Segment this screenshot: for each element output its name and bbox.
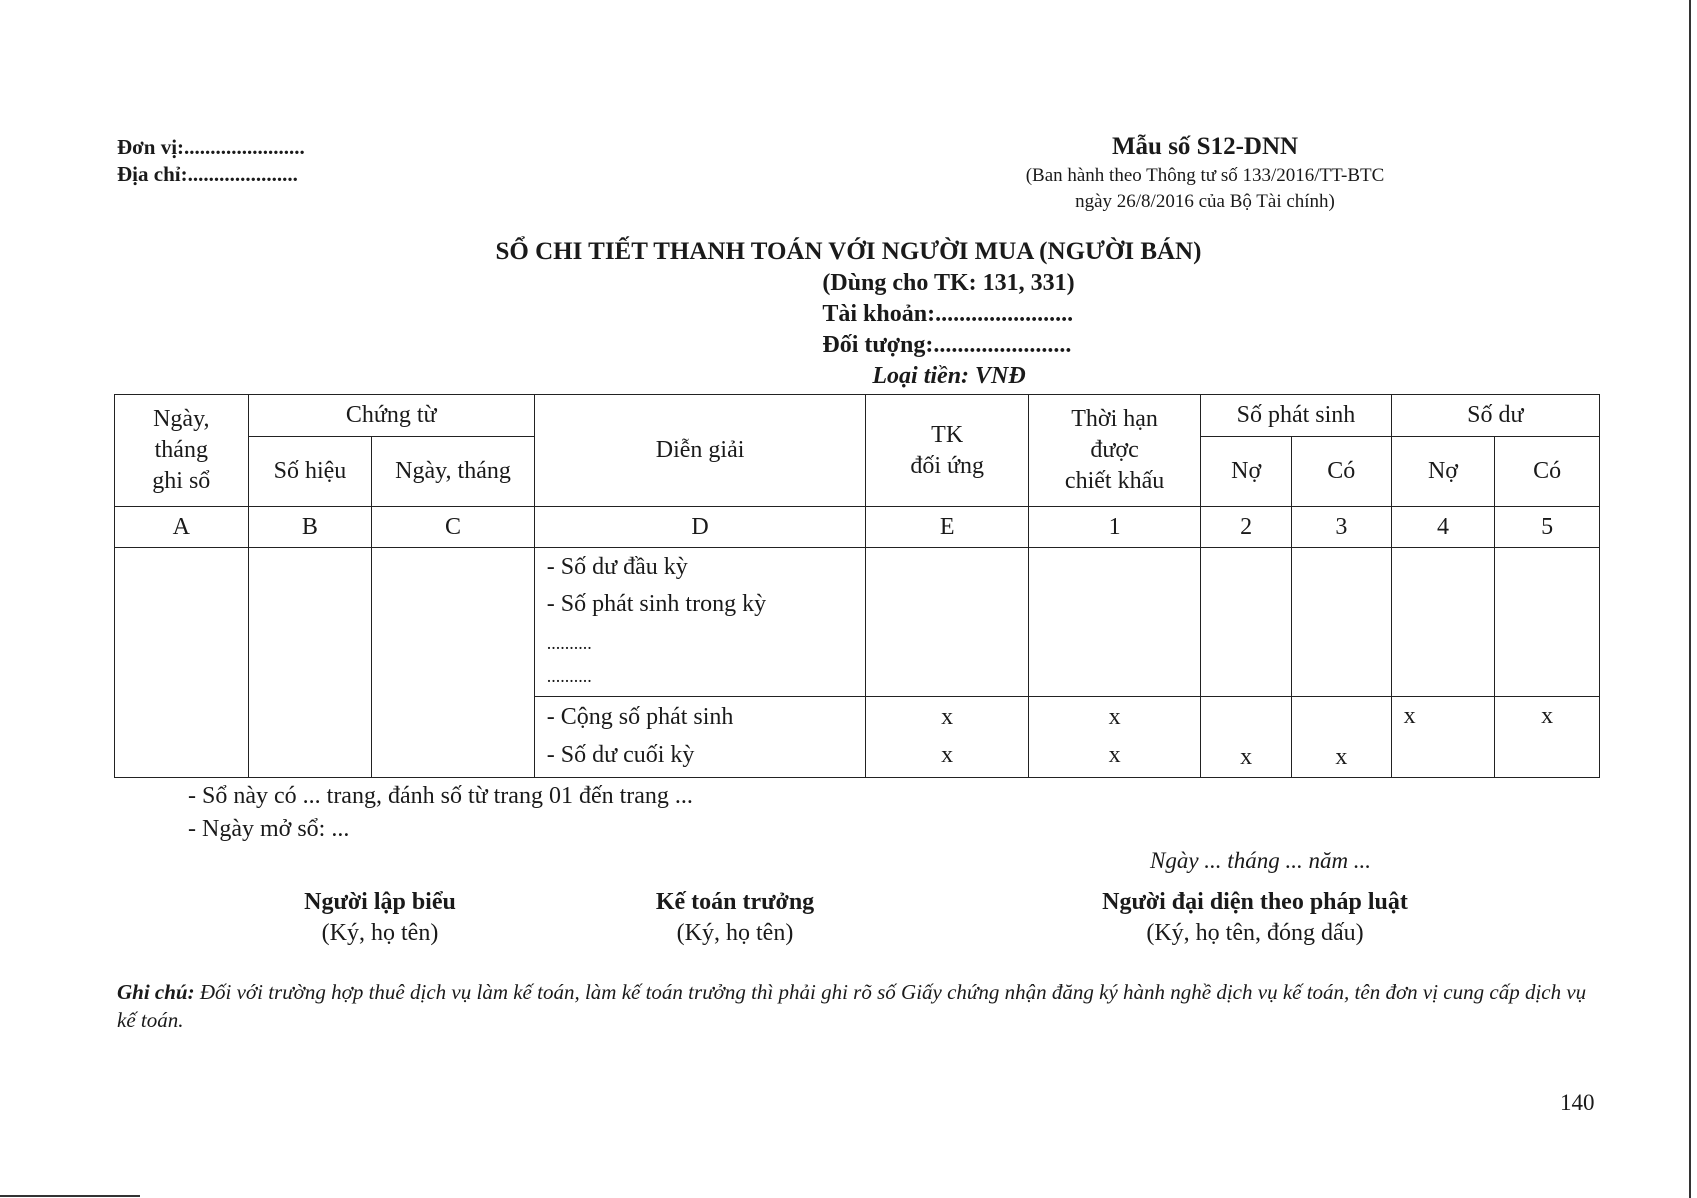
col-code-c: C bbox=[372, 507, 535, 548]
th-balance-debit: Nợ bbox=[1391, 437, 1495, 507]
col-code-3: 3 bbox=[1291, 507, 1391, 548]
cell-discount-totals bbox=[1028, 696, 1200, 777]
cell-description-totals bbox=[534, 696, 866, 777]
line-dots-1: .......... bbox=[546, 633, 592, 654]
col-code-4: 4 bbox=[1391, 507, 1495, 548]
cell-voucher-no bbox=[248, 548, 372, 778]
cell-arising-credit-totals bbox=[1291, 696, 1391, 777]
th-arising: Số phát sinh bbox=[1201, 395, 1391, 437]
page-number: 140 bbox=[1560, 1090, 1595, 1115]
cell-arising-debit-body bbox=[1201, 548, 1292, 696]
title-sub-lines bbox=[822, 268, 1074, 392]
cell-voucher-date bbox=[372, 548, 535, 778]
footer-notes bbox=[188, 780, 693, 846]
signer-role: Người lập biểu bbox=[304, 889, 456, 915]
line-dots-2: .......... bbox=[546, 666, 592, 687]
column-code-row bbox=[115, 507, 1600, 548]
form-info bbox=[960, 131, 1450, 215]
cell-discount-body bbox=[1028, 548, 1200, 696]
th-voucher: Chứng từ bbox=[248, 395, 534, 437]
cell-contra-totals bbox=[866, 696, 1028, 777]
x-mark: x bbox=[1335, 744, 1348, 770]
issued-line-2: ngày 26/8/2016 của Bộ Tài chính) bbox=[1075, 191, 1335, 212]
cell-contra-body bbox=[866, 548, 1028, 696]
x-mark: x bbox=[1240, 744, 1253, 770]
th-arising-debit: Nợ bbox=[1201, 437, 1292, 507]
th-arising-credit: Có bbox=[1291, 437, 1391, 507]
cell-arising-debit-totals bbox=[1201, 696, 1292, 777]
scan-edge-line bbox=[1689, 0, 1691, 1198]
x-mark: x bbox=[1108, 742, 1121, 769]
currency-line: Loại tiền: VNĐ bbox=[872, 363, 1026, 389]
cell-balance-debit-body bbox=[1391, 548, 1495, 696]
x-mark: x bbox=[1541, 702, 1554, 729]
x-mark: x bbox=[941, 704, 954, 731]
line-total-arising: - Cộng số phát sinh bbox=[546, 704, 734, 731]
date-line: Ngày ... tháng ... năm ... bbox=[1150, 848, 1372, 873]
th-voucher-no: Số hiệu bbox=[248, 437, 372, 507]
line-opening-balance: - Số dư đầu kỳ bbox=[546, 554, 688, 581]
th-contra-account: TK đối ứng bbox=[866, 395, 1028, 507]
account-line: Tài khoản:....................... bbox=[822, 301, 1074, 327]
signer-instruction: (Ký, họ tên) bbox=[321, 920, 439, 946]
subject-line: Đối tượng:....................... bbox=[822, 332, 1072, 358]
signer-instruction: (Ký, họ tên) bbox=[676, 920, 794, 946]
th-balance-credit: Có bbox=[1495, 437, 1600, 507]
x-mark: x bbox=[1108, 704, 1121, 731]
document-title: SỔ CHI TIẾT THANH TOÁN VỚI NGƯỜI MUA (NGƯỜI BÁN) bbox=[495, 238, 1202, 265]
note-text: Đối với trường hợp thuê dịch vụ làm kế toán, làm kế toán trưởng thì phải ghi rõ số Giấy chứng nhận đăng ký hành nghề dịch vụ kế toán, tên đơn vị cung cấp dịch vụ kế toán. bbox=[117, 980, 1587, 1032]
unit-info bbox=[117, 134, 305, 188]
col-code-2: 2 bbox=[1201, 507, 1292, 548]
note-label: Ghi chú: bbox=[117, 980, 195, 1004]
line-closing-balance: - Số dư cuối kỳ bbox=[546, 742, 695, 769]
cell-balance-debit-totals bbox=[1391, 696, 1495, 777]
signature-preparer bbox=[230, 887, 530, 949]
pages-line: - Sổ này có ... trang, đánh số từ trang 01 đến trang ... bbox=[188, 783, 693, 809]
ledger-table bbox=[114, 394, 1600, 778]
header-row-1 bbox=[115, 395, 1600, 437]
scan-bottom-line bbox=[0, 1195, 140, 1197]
cell-arising-credit-body bbox=[1291, 548, 1391, 696]
title-block bbox=[0, 236, 1697, 392]
th-description: Diễn giải bbox=[534, 395, 866, 507]
open-date-line: - Ngày mở sổ: ... bbox=[188, 816, 350, 842]
th-discount-period: Thời hạn được chiết khấu bbox=[1028, 395, 1200, 507]
unit-label: Đơn vị:....................... bbox=[117, 135, 305, 159]
x-mark: x bbox=[1403, 702, 1416, 729]
form-code: Mẫu số S12-DNN bbox=[1111, 133, 1299, 160]
used-for-line: (Dùng cho TK: 131, 331) bbox=[822, 270, 1075, 296]
issued-by bbox=[960, 163, 1450, 215]
cell-description-body bbox=[534, 548, 866, 696]
signer-instruction: (Ký, họ tên, đóng dấu) bbox=[1146, 920, 1364, 946]
signer-role: Người đại diện theo pháp luật bbox=[1102, 889, 1408, 915]
address-label: Địa chỉ:..................... bbox=[117, 162, 298, 186]
col-code-d: D bbox=[534, 507, 866, 548]
x-mark: x bbox=[941, 742, 954, 769]
cell-balance-credit-totals bbox=[1495, 696, 1600, 777]
signature-legal-representative bbox=[1050, 887, 1460, 949]
col-code-b: B bbox=[248, 507, 372, 548]
cell-balance-credit-body bbox=[1495, 548, 1600, 696]
issued-line-1: (Ban hành theo Thông tư số 133/2016/TT-BTC bbox=[1025, 165, 1385, 186]
th-date-recorded: Ngày, tháng ghi sổ bbox=[115, 395, 249, 507]
note bbox=[117, 978, 1600, 1034]
col-code-e: E bbox=[866, 507, 1028, 548]
signer-role: Kế toán trưởng bbox=[655, 889, 815, 915]
th-voucher-date: Ngày, tháng bbox=[372, 437, 535, 507]
line-arising-in-period: - Số phát sinh trong kỳ bbox=[546, 591, 767, 618]
body-row bbox=[115, 548, 1600, 696]
col-code-5: 5 bbox=[1495, 507, 1600, 548]
signature-chief-accountant bbox=[585, 887, 885, 949]
th-balance: Số dư bbox=[1391, 395, 1599, 437]
cell-date-recorded bbox=[115, 548, 249, 778]
col-code-1: 1 bbox=[1028, 507, 1200, 548]
col-code-a: A bbox=[115, 507, 249, 548]
